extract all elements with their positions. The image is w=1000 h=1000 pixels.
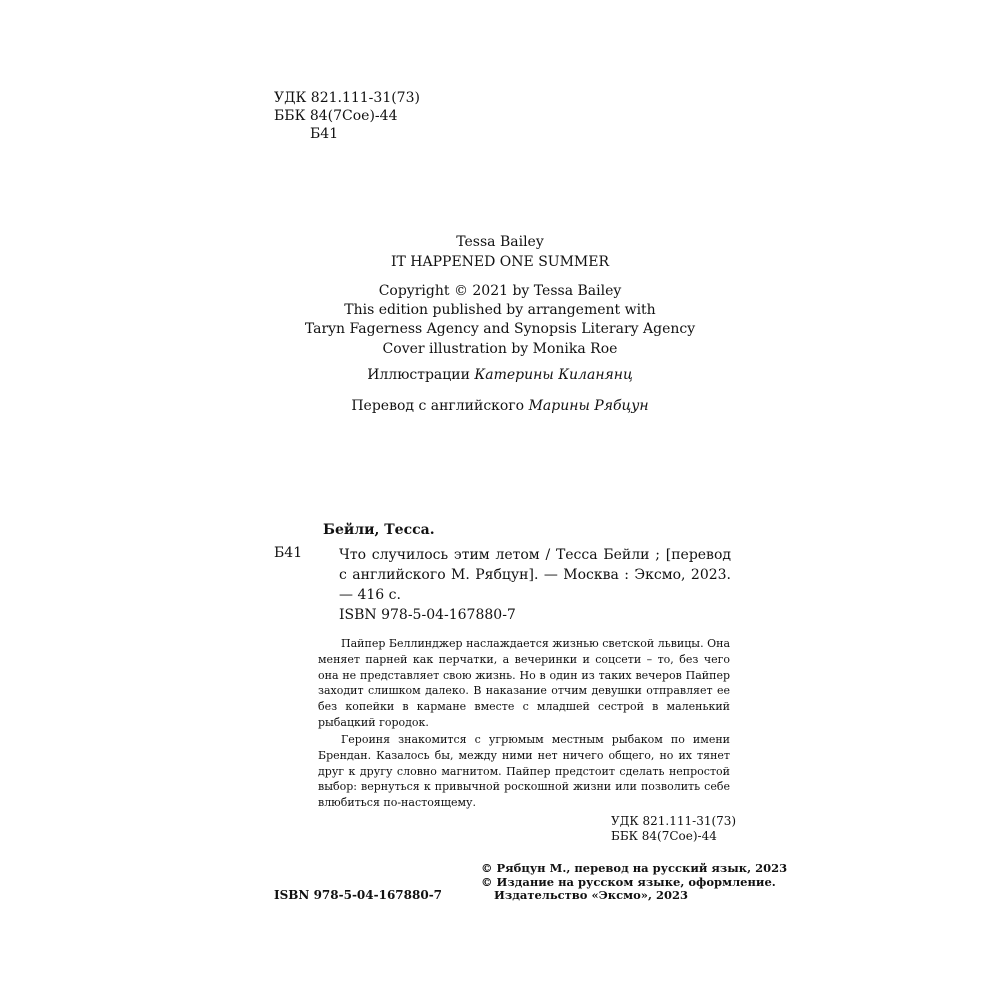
cover-credit: Cover illustration by Monika Roe bbox=[382, 341, 618, 357]
footer-udk-code: УДК 821.111-31(73) bbox=[611, 814, 737, 828]
rights-block bbox=[300, 282, 700, 339]
edition-copyright-line-2: Издательство «Эксмо», 2023 bbox=[494, 888, 688, 902]
annotation-text-2: Героиня знакомится с угрюмым местным рыбаком по имени Брендан. Казалось бы, между ними нет ничего общего, но их тянет друг к другу словно магнитом. Пайпер предстоит сделать непростой выбор: вернуться к привычной роскошной жизни или позволить себе влюбиться по-настоящему. bbox=[318, 733, 730, 810]
author-mark-code: Б41 bbox=[310, 126, 339, 142]
illustrations-prefix: Иллюстрации bbox=[367, 367, 470, 383]
udk-code: УДК 821.111-31(73) bbox=[274, 90, 420, 106]
catalog-entry-text: Что случилось этим летом / Тесса Бейли ; [перевод с английского М. Рябцун]. — Москва : Эксмо, 2023. — 416 с. bbox=[339, 547, 731, 603]
original-title: IT HAPPENED ONE SUMMER bbox=[390, 254, 610, 270]
catalog-isbn: ISBN 978-5-04-167880-7 bbox=[339, 607, 516, 623]
original-author: Tessa Bailey bbox=[456, 234, 544, 250]
bbk-code: ББК 84(7Сое)-44 bbox=[274, 108, 398, 124]
catalog-entry-heading: Бейли, Тесса. bbox=[323, 522, 435, 538]
footer-isbn: ISBN 978-5-04-167880-7 bbox=[274, 888, 443, 902]
translation-prefix: Перевод с английского bbox=[351, 398, 525, 414]
edition-line-1: This edition published by arrangement with bbox=[344, 302, 656, 318]
russian-copyright-notices bbox=[481, 862, 787, 903]
annotation-text-1: Пайпер Беллинджер наслаждается жизнью светской львицы. Она меняет парней как перчатки, а вечеринки и соцсети – то, без чего она не представляет свою жизнь. Но в один из таких вечеров Пайпер заходит слишком далеко. В наказание отчим девушки отправляет ее без копейки в кармане вместе с младшей сестрой в маленький рыбацкий городок. bbox=[318, 637, 730, 729]
illustrator-name: Катерины Киланянц bbox=[474, 367, 633, 383]
catalog-author-mark: Б41 bbox=[274, 545, 303, 561]
translator-name: Марины Рябцун bbox=[528, 398, 649, 414]
footer-bbk-code: ББК 84(7Сое)-44 bbox=[611, 829, 717, 843]
translation-copyright: © Рябцун М., перевод на русский язык, 2023 bbox=[481, 861, 788, 875]
copyright-line: Copyright © 2021 by Tessa Bailey bbox=[378, 283, 622, 299]
illustrations-credit bbox=[300, 366, 700, 385]
edition-line-2: Taryn Fagerness Agency and Synopsis Literary Agency bbox=[304, 321, 696, 337]
edition-copyright-line-1: © Издание на русском языке, оформление. bbox=[481, 874, 776, 889]
translation-credit bbox=[300, 397, 700, 416]
footer-classification-codes bbox=[611, 814, 736, 844]
annotation-paragraph-1 bbox=[318, 636, 730, 731]
annotation-paragraph-2 bbox=[318, 732, 730, 811]
classification-codes bbox=[274, 89, 420, 143]
